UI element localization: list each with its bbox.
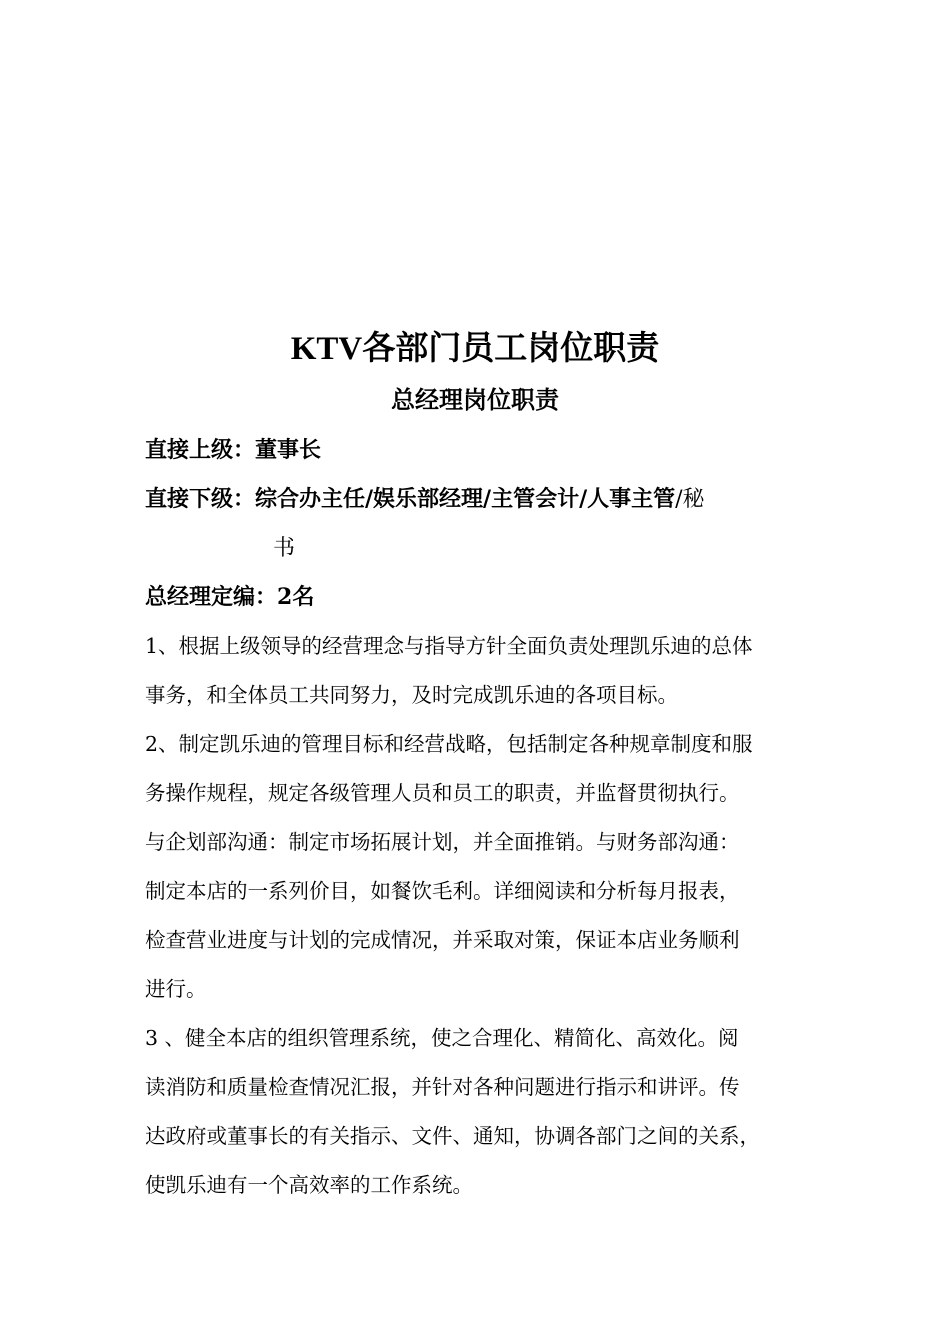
document-body — [145, 426, 835, 1210]
superior-line — [145, 426, 835, 475]
paragraph-1 — [145, 622, 835, 720]
paragraph-line: 事务，和全体员工共同努力，及时完成凯乐迪的各项目标。 — [145, 683, 678, 707]
paragraph-line: 务操作规程，规定各级管理人员和员工的职责，并监督贯彻执行。 — [145, 781, 740, 805]
subordinate-value-continued: 书 — [273, 536, 296, 561]
paragraph-2 — [145, 720, 835, 1014]
paragraph-line: 2、制定凯乐迪的管理目标和经营战略，包括制定各种规章制度和服 — [145, 732, 753, 756]
document-title: KTV各部门员工岗位职责 — [290, 331, 660, 367]
paragraph-line: 制定本店的一系列价目，如餐饮毛利。详细阅读和分析每月报表， — [145, 879, 740, 903]
paragraph-3 — [145, 1014, 835, 1210]
paragraph-line: 3 、健全本店的组织管理系统，使之合理化、精简化、高效化。阅 — [145, 1026, 739, 1050]
superior-label: 直接上级： — [145, 437, 256, 463]
headcount-line — [145, 573, 835, 622]
paragraph-line: 1、根据上级领导的经营理念与指导方针全面负责处理凯乐迪的总体 — [145, 634, 753, 658]
paragraph-line: 使凯乐迪有一个高效率的工作系统。 — [145, 1173, 473, 1197]
paragraph-line: 读消防和质量检查情况汇报，并针对各种问题进行指示和讲评。传 — [145, 1075, 740, 1099]
subordinate-value: 综合办主任/娱乐部经理/主管会计/人事主管 — [255, 486, 676, 512]
paragraph-line: 与企划部沟通：制定市场拓展计划，并全面推销。与财务部沟通： — [145, 830, 740, 854]
subordinate-line-continued — [145, 524, 835, 573]
paragraph-line: 达政府或董事长的有关指示、文件、通知，协调各部门之间的关系， — [145, 1124, 760, 1148]
subordinate-label: 直接下级： — [145, 486, 256, 512]
subordinate-value-tail: /秘 — [675, 487, 705, 512]
paragraph-line: 进行。 — [145, 977, 207, 1001]
section-title: 总经理岗位职责 — [391, 385, 559, 414]
headcount-label: 总经理定编： — [145, 584, 278, 610]
superior-value: 董事长 — [255, 437, 322, 463]
headcount-value: 2名 — [277, 584, 315, 610]
paragraph-line: 检查营业进度与计划的完成情况，并采取对策，保证本店业务顺利 — [145, 928, 740, 952]
subordinate-line — [145, 475, 835, 524]
